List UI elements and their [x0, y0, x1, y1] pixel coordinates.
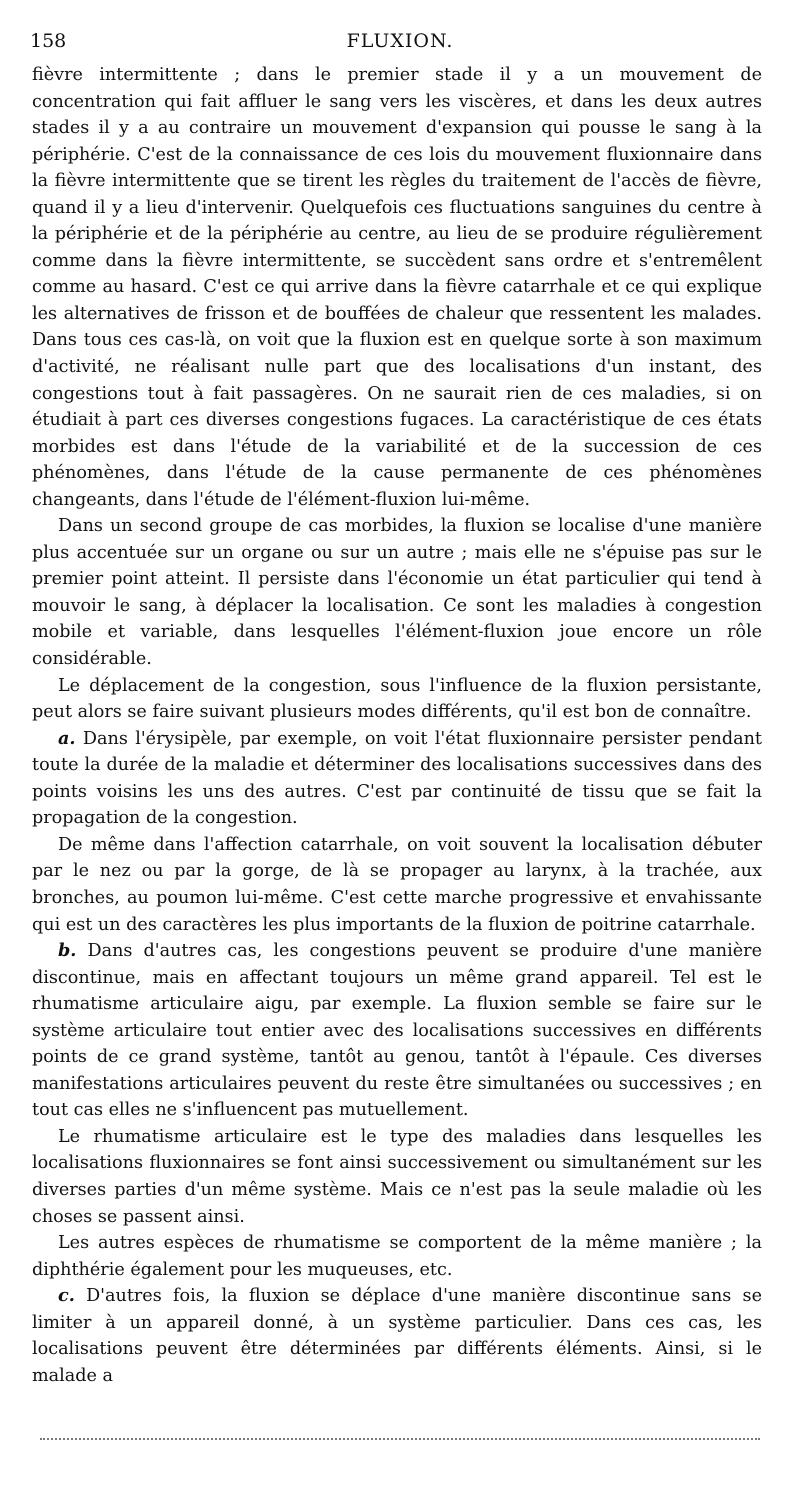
- paragraph-text: Les autres espèces de rhumatisme se comportent de la même manière ; la diphthérie également pour les muqueuses, etc.: [32, 1233, 762, 1280]
- paragraph-text: De même dans l'affection catarrhale, on voit souvent la localisation débuter par le nez ou par la gorge, de là se propager au larynx, à la trachée, aux bronches, au poumon lui-même. C'est cette marche progressive et envahissante qui est un des caractères les plus importants de la fluxion de poitrine catarrhale.: [32, 834, 762, 935]
- paragraph-text: Le déplacement de la congestion, sous l'influence de la fluxion persistante, peut alors se faire suivant plusieurs modes différents, qu'il est bon de connaître.: [32, 675, 762, 723]
- paragraph-text: Dans l'érysipèle, par exemple, on voit l'état fluxionnaire persister pendant toute la durée de la maladie et déterminer des localisations successives dans des points voisins les uns des autres. C'est par continuité de tissu que se fait la propagation de la congestion.: [32, 728, 762, 829]
- paragraph-5: [32, 832, 762, 938]
- paragraph-text: Dans d'autres cas, les congestions peuvent se produire d'une manière discontinue, mais en affectant toujours un même grand appareil. Tel est le rhumatisme articulaire aigu, par exemple. La fluxion semble se faire sur le système articulaire tout entier avec des localisations successives en différents points de ce grand système, tantôt au genou, tantôt à l'épaule. Ces diverses manifestations articulaires peuvent du reste être simultanées ou successives ; en tout cas elles ne s'influencent pas mutuellement.: [32, 941, 762, 1121]
- item-letter-a: a.: [58, 727, 76, 749]
- footer-dotted-rule: [40, 1438, 760, 1440]
- paragraph-text: fièvre intermittente ; dans le premier stade il y a un mouvement de concentration qui fait affluer le sang vers les viscères, et dans les deux autres stades il y a au contraire un mouvement d'expansion qui pousse le sang à la périphérie. C'est de la connaissance de ces lois du mouvement fluxionnaire dans la fièvre intermittente que se tirent les règles du traitement de l'accès de fièvre, quand il y a lieu d'intervenir. Quelquefois ces fluctuations sanguines du centre à la périphérie et de la périphérie au centre, au lieu de se produire régulièrement comme dans la fièvre intermittente, se succèdent sans ordre et s'entremêlent comme au hasard. C'est ce qui arrive dans la fièvre catarrhale et ce qui explique les alternatives de frisson et de bouffées de chaleur que ressentent les malades. Dans tous ces cas-là, on voit que la fluxion est en quelque sorte à son maximum d'activité, ne réalisant nulle part que des localisations d'un instant, des congestions tout à fait passagères. On ne saurait rien de ces maladies, si on étudiait à part ces diverses congestions fugaces. La caractéristique de ces états morbides est dans l'étude de la variabilité et de la succession de ces phénomènes, dans l'étude de la cause permanente de ces phénomènes changeants, dans l'étude de l'élément-fluxion lui-même.: [32, 65, 762, 510]
- paragraph-4: [32, 726, 762, 832]
- paragraph-9: [32, 1283, 762, 1389]
- running-title: FLUXION.: [346, 30, 454, 52]
- body-text: [32, 62, 762, 1389]
- paragraph-text: Dans un second groupe de cas morbides, la fluxion se localise d'une manière plus accentuée sur un organe ou sur un autre ; mais elle ne s'épuise pas sur le premier point atteint. Il persiste dans l'économie un état particulier qui tend à mouvoir le sang, à déplacer la localisation. Ce sont les maladies à congestion mobile et variable, dans lesquelles l'élément-fluxion joue encore un rôle considérable.: [32, 516, 762, 670]
- paragraph-1: [32, 62, 762, 513]
- paragraph-8: [32, 1230, 762, 1283]
- item-letter-c: c.: [58, 1285, 75, 1307]
- paragraph-7: [32, 1124, 762, 1230]
- page-header: [30, 30, 770, 56]
- paragraph-text: Le rhumatisme articulaire est le type des maladies dans lesquelles les localisations fluxionnaires se font ainsi successivement ou simultanément sur les diverses parties d'un même système. Mais ce n'est pas la seule maladie où les choses se passent ainsi.: [32, 1126, 762, 1227]
- item-letter-b: b.: [58, 940, 77, 962]
- paragraph-2: [32, 513, 762, 672]
- page-number: 158: [30, 30, 67, 52]
- paragraph-text: D'autres fois, la fluxion se déplace d'une manière discontinue sans se limiter à un appareil donné, à un système particulier. Dans ces cas, les localisations peuvent être déterminées par différents éléments. Ainsi, si le malade a: [32, 1286, 762, 1386]
- paragraph-6: [32, 938, 762, 1124]
- paragraph-3: [32, 673, 762, 726]
